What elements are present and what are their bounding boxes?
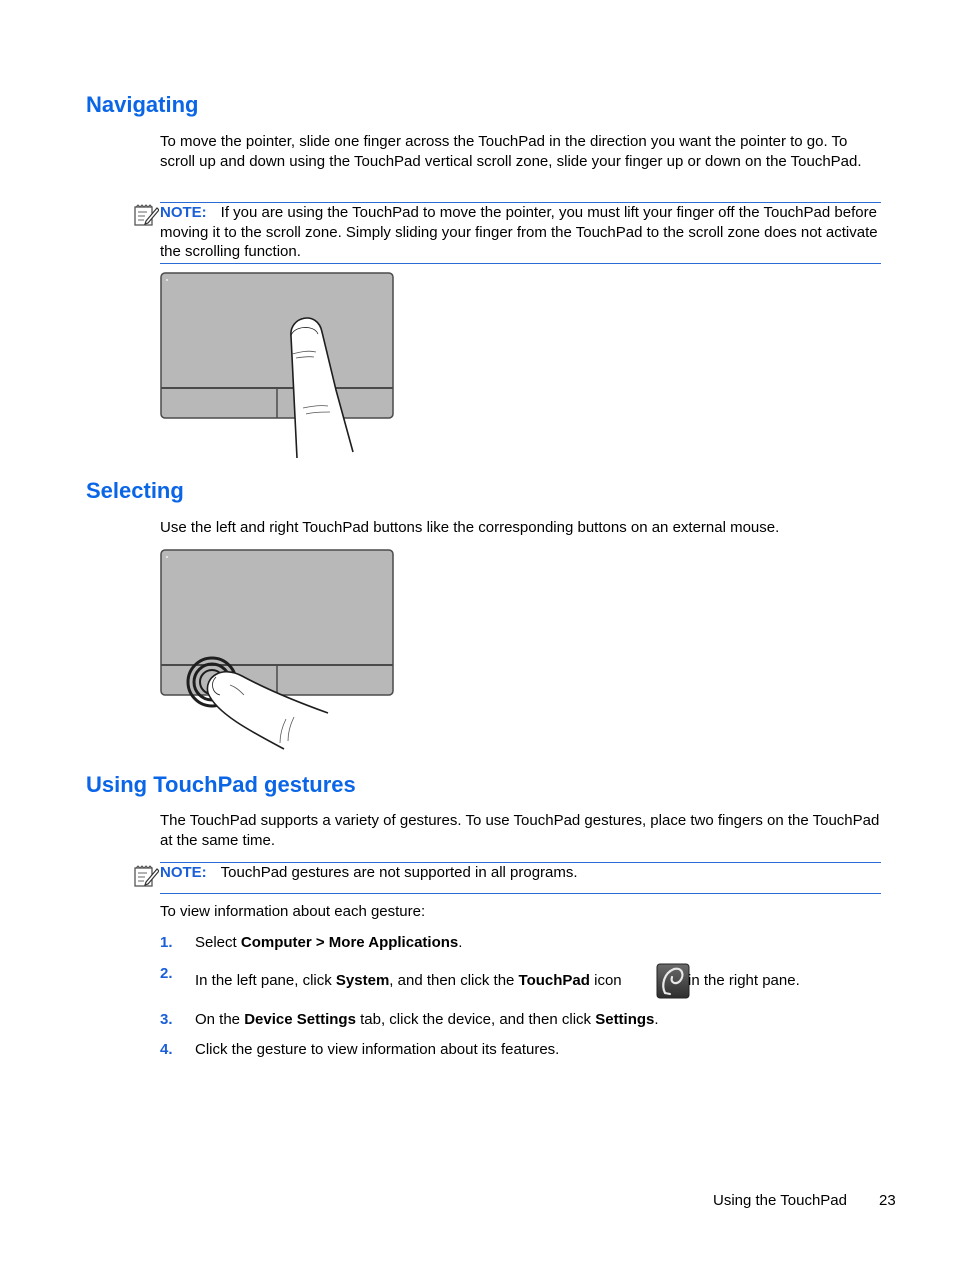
note-pad-icon [133, 864, 159, 888]
touchpad-select-illustration [160, 549, 394, 751]
step-number: 3. [160, 1011, 173, 1028]
note-label: NOTE: [160, 204, 207, 221]
list-item [160, 963, 882, 1001]
note-gestures [160, 862, 881, 894]
step-text: Click the gesture to view information about its features. [195, 1041, 560, 1058]
touchpad-app-icon [656, 963, 690, 999]
note-text: If you are using the TouchPad to move the pointer, you must lift your finger off the TouchPad before moving it to the scroll zone. Simply sliding your finger from the TouchPad to the scroll zone does not activate the scrolling function. [160, 204, 878, 260]
step-text: Select Computer > More Applications. [195, 934, 463, 951]
heading-navigating: Navigating [86, 92, 199, 117]
note-pad-icon [133, 203, 159, 227]
step-number: 1. [160, 934, 173, 951]
step-text-continued: in the right pane. [688, 972, 800, 989]
selecting-body: Use the left and right TouchPad buttons like the corresponding buttons on an external mouse. [160, 519, 780, 536]
navigating-body: To move the pointer, slide one finger across the TouchPad in the direction you want the pointer to go. To scroll up and down using the TouchPad vertical scroll zone, slide your finger up or down on the TouchPad. [160, 133, 862, 170]
step-text: On the Device Settings tab, click the device, and then click Settings. [195, 1011, 659, 1028]
gestures-body: The TouchPad supports a variety of gestures. To use TouchPad gestures, place two fingers on the TouchPad at the same time. [160, 812, 880, 849]
note-navigating [160, 202, 881, 264]
note-label: NOTE: [160, 864, 207, 881]
gestures-intro: To view information about each gesture: [160, 903, 426, 920]
touchpad-navigate-illustration [160, 272, 394, 460]
step-number: 4. [160, 1041, 173, 1058]
page-number: 23 [879, 1192, 896, 1209]
note-text: TouchPad gestures are not supported in all programs. [220, 864, 578, 881]
heading-selecting: Selecting [86, 478, 184, 503]
heading-gestures: Using TouchPad gestures [86, 772, 356, 797]
footer-section-title: Using the TouchPad [713, 1192, 847, 1209]
step-text: In the left pane, click System, and then click the TouchPad icon [195, 972, 622, 989]
step-number: 2. [160, 965, 173, 982]
